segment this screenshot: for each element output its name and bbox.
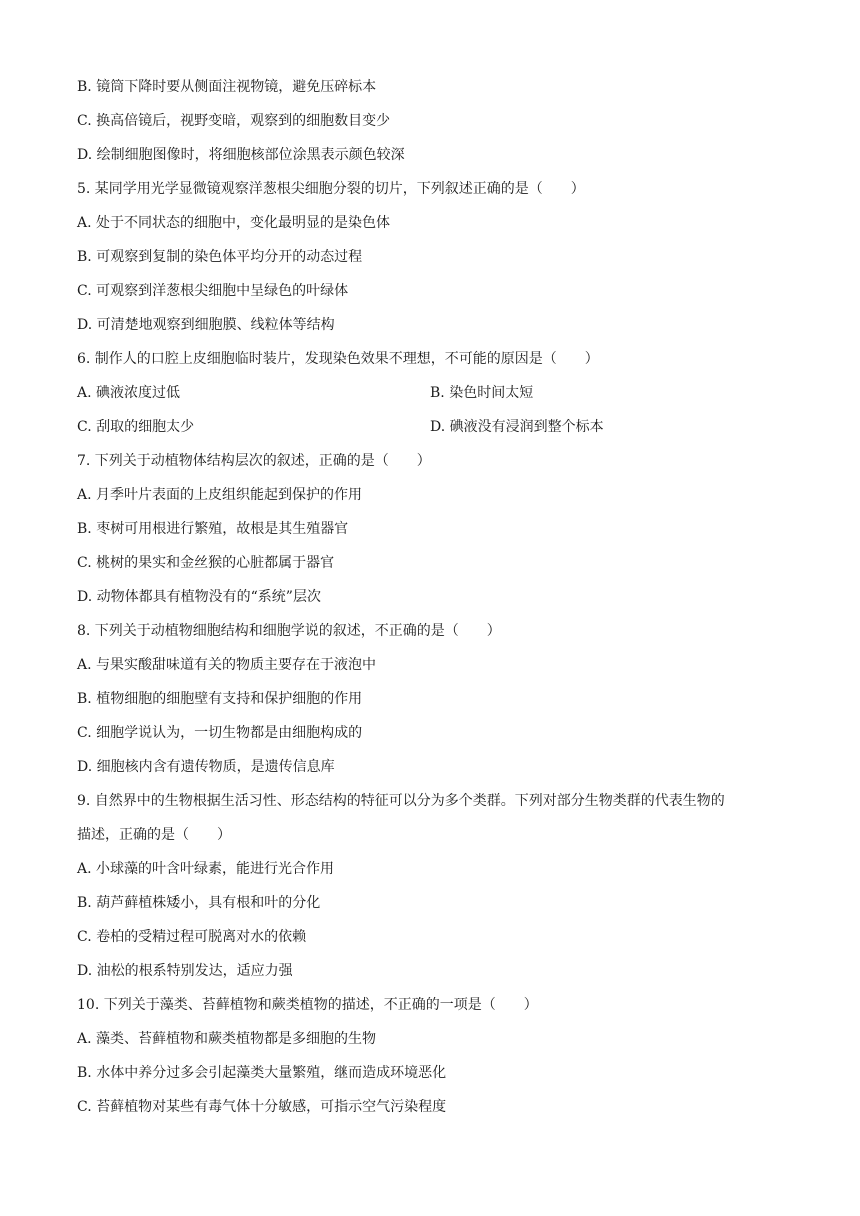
q8-option-c: C. 细胞学说认为，一切生物都是由细胞构成的 (77, 725, 363, 741)
q10-stem: 10. 下列关于藻类、苔藓植物和蕨类植物的描述，不正确的一项是（ ） (77, 997, 538, 1013)
q7-option-d: D. 动物体都具有植物没有的“系统”层次 (77, 589, 321, 605)
q5-option-a: A. 处于不同状态的细胞中，变化最明显的是染色体 (77, 215, 391, 231)
q8-option-b: B. 植物细胞的细胞壁有支持和保护细胞的作用 (77, 691, 363, 707)
exam-page (77, 70, 787, 1124)
q8-stem: 8. 下列关于动植物细胞结构和细胞学说的叙述，不正确的是（ ） (77, 623, 501, 639)
q9-option-d: D. 油松的根系特别发达，适应力强 (77, 963, 293, 979)
q6-option-b: B. 染色时间太短 (430, 385, 534, 401)
q9-option-c: C. 卷柏的受精过程可脱离对水的依赖 (77, 929, 307, 945)
q9-option-b: B. 葫芦藓植株矮小，具有根和叶的分化 (77, 895, 321, 911)
q7-option-c: C. 桃树的果实和金丝猴的心脏都属于器官 (77, 555, 335, 571)
q6-option-c: C. 刮取的细胞太少 (77, 419, 195, 435)
q5-option-b: B. 可观察到复制的染色体平均分开的动态过程 (77, 249, 363, 265)
q4-option-c: C. 换高倍镜后，视野变暗，观察到的细胞数目变少 (77, 113, 391, 129)
q4-option-d: D. 绘制细胞图像时，将细胞核部位涂黑表示颜色较深 (77, 147, 405, 163)
q7-option-b: B. 枣树可用根进行繁殖，故根是其生殖器官 (77, 521, 349, 537)
q10-option-c: C. 苔藓植物对某些有毒气体十分敏感，可指示空气污染程度 (77, 1099, 447, 1115)
q9-stem-line-2: 描述，正确的是（ ） (77, 827, 231, 843)
q7-option-a: A. 月季叶片表面的上皮组织能起到保护的作用 (77, 487, 363, 503)
q6-stem: 6. 制作人的口腔上皮细胞临时装片，发现染色效果不理想，不可能的原因是（ ） (77, 351, 599, 367)
q9-stem-line-1: 9. 自然界中的生物根据生活习性、形态结构的特征可以分为多个类群。下列对部分生物类群的代表生物的 (77, 793, 725, 809)
q10-option-b: B. 水体中养分过多会引起藻类大量繁殖，继而造成环境恶化 (77, 1065, 447, 1081)
q5-option-c: C. 可观察到洋葱根尖细胞中呈绿色的叶绿体 (77, 283, 349, 299)
q5-stem: 5. 某同学用光学显微镜观察洋葱根尖细胞分裂的切片，下列叙述正确的是（ ） (77, 181, 585, 197)
q8-option-a: A. 与果实酸甜味道有关的物质主要存在于液泡中 (77, 657, 377, 673)
q10-option-a: A. 藻类、苔藓植物和蕨类植物都是多细胞的生物 (77, 1031, 377, 1047)
q4-option-b: B. 镜筒下降时要从侧面注视物镜，避免压碎标本 (77, 79, 377, 95)
q6-option-a: A. 碘液浓度过低 (77, 385, 181, 401)
q6-options-row-1 (77, 376, 787, 410)
q6-option-d: D. 碘液没有浸润到整个标本 (430, 419, 604, 435)
q6-options-row-2 (77, 410, 787, 444)
q5-option-d: D. 可清楚地观察到细胞膜、线粒体等结构 (77, 317, 335, 333)
q7-stem: 7. 下列关于动植物体结构层次的叙述，正确的是（ ） (77, 453, 431, 469)
q8-option-d: D. 细胞核内含有遗传物质，是遗传信息库 (77, 759, 335, 775)
q9-option-a: A. 小球藻的叶含叶绿素，能进行光合作用 (77, 861, 335, 877)
